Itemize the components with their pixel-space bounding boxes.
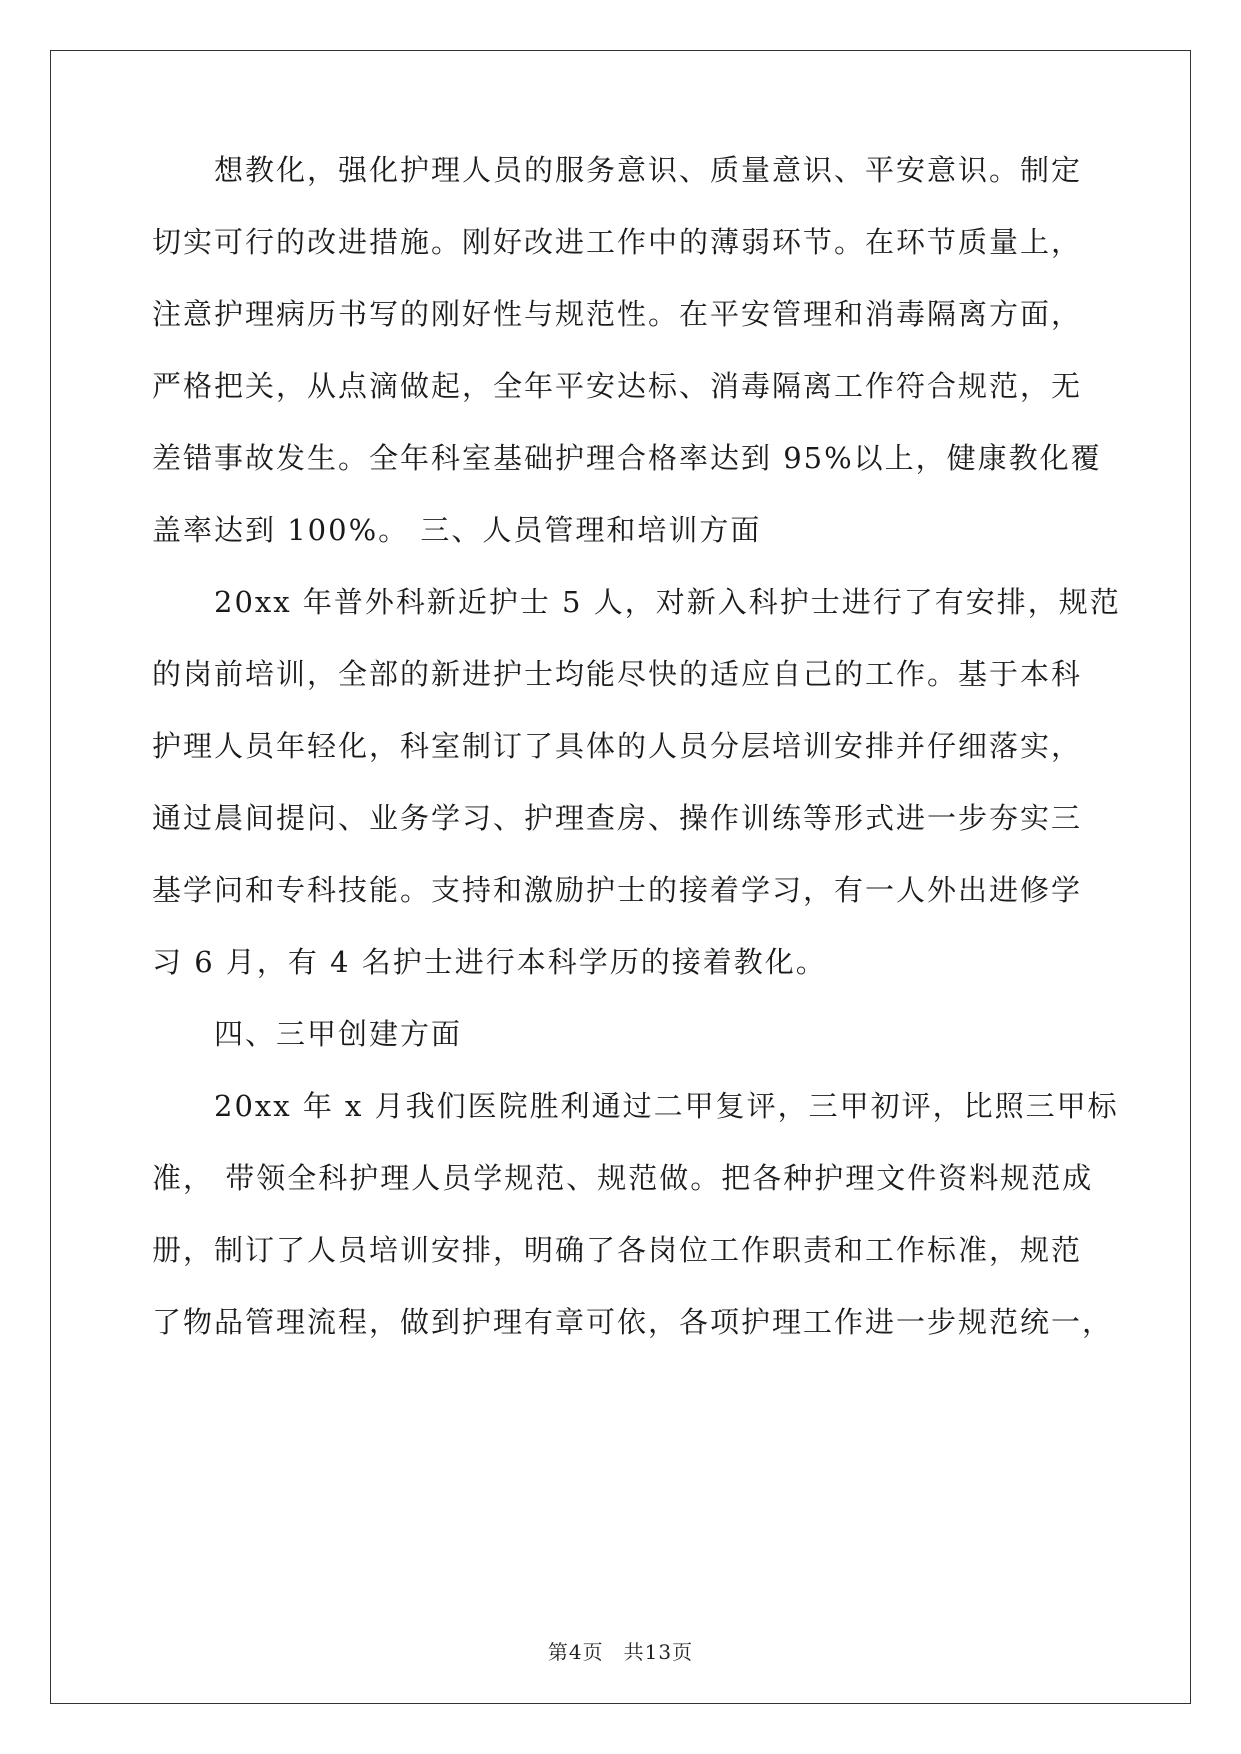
page-total: 共13页: [623, 1640, 694, 1664]
text-line: 注意护理病历书写的刚好性与规范性。在平安管理和消毒隔离方面，: [152, 297, 1083, 331]
text-line: 习 6 月，有 4 名护士进行本科学历的接着教化。: [152, 945, 827, 979]
text-line: 准， 带领全科护理人员学规范、规范做。把各种护理文件资料规范成: [152, 1161, 1094, 1195]
text-line: 20xx 年 x 月我们医院胜利通过二甲复评，三甲初评，比照三甲标: [214, 1089, 1119, 1123]
text-line: 册，制订了人员培训安排，明确了各岗位工作职责和工作标准，规范: [152, 1233, 1083, 1267]
text-line: 护理人员年轻化，科室制订了具体的人员分层培训安排并仔细落实，: [152, 729, 1083, 763]
text-line: 严格把关，从点滴做起，全年平安达标、消毒隔离工作符合规范，无: [152, 369, 1083, 403]
page-footer: [0, 1636, 1241, 1665]
text-line: 想教化，强化护理人员的服务意识、质量意识、平安意识。制定: [214, 153, 1083, 187]
text-line: 20xx 年普外科新近护士 5 人，对新入科护士进行了有安排，规范: [214, 585, 1121, 619]
text-line: 了物品管理流程，做到护理有章可依，各项护理工作进一步规范统一，: [152, 1305, 1114, 1339]
text-line: 基学问和专科技能。支持和激励护士的接着学习，有一人外出进修学: [152, 873, 1083, 907]
text-line: 通过晨间提问、业务学习、护理查房、操作训练等形式进一步夯实三: [152, 801, 1083, 835]
text-line: 差错事故发生。全年科室基础护理合格率达到 95%以上，健康教化覆: [152, 441, 1102, 475]
text-line: 盖率达到 100%。 三、人员管理和培训方面: [152, 513, 762, 547]
section-heading: 四、三甲创建方面: [214, 1017, 463, 1051]
text-line: 的岗前培训，全部的新进护士均能尽快的适应自己的工作。基于本科: [152, 657, 1083, 691]
text-line: 切实可行的改进措施。刚好改进工作中的薄弱环节。在环节质量上，: [152, 225, 1083, 259]
page-number: 第4页: [547, 1640, 604, 1664]
